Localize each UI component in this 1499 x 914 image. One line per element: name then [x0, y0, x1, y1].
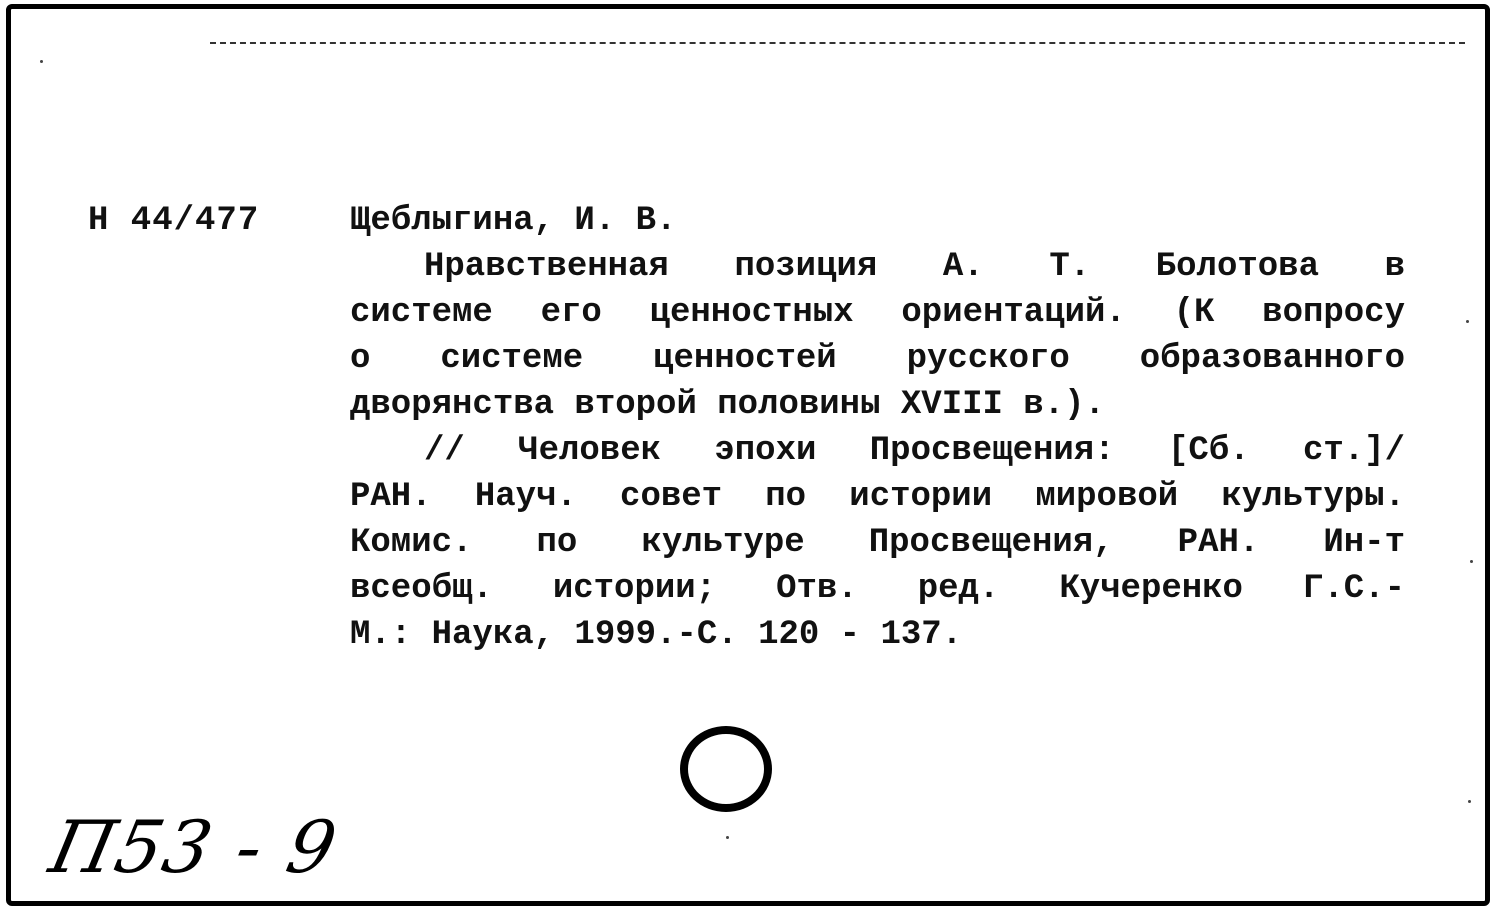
source-line: // Человек эпохи Просвещения: [Сб. ст.]/	[424, 432, 1405, 470]
author: Щеблыгина, И. В.	[350, 202, 677, 240]
scan-speck	[1466, 320, 1469, 323]
title-line: дворянства второй половины XVIII в.).	[350, 386, 1105, 424]
handwritten-note: П53 - 9	[43, 805, 346, 889]
title-line: Нравственная позиция А. Т. Болотова в	[424, 248, 1405, 286]
title-line: системе его ценностных ориентаций. (К вопросу	[350, 294, 1405, 332]
call-number: Н 44/477	[88, 202, 260, 240]
scan-speck	[1468, 800, 1471, 803]
perforation-line	[210, 42, 1465, 44]
punch-hole	[680, 726, 772, 812]
source-line: всеобщ. истории; Отв. ред. Кучеренко Г.С.-	[350, 570, 1405, 608]
bibliographic-entry	[350, 198, 1405, 658]
source-line: РАН. Науч. совет по истории мировой культуры.	[350, 478, 1405, 516]
scan-speck	[1470, 560, 1473, 563]
title-line: о системе ценностей русского образованного	[350, 340, 1405, 378]
scan-speck	[726, 836, 729, 839]
scan-speck	[40, 60, 43, 63]
source-line: М.: Наука, 1999.-С. 120 - 137.	[350, 616, 963, 654]
source-line: Комис. по культуре Просвещения, РАН. Ин-т	[350, 524, 1405, 562]
